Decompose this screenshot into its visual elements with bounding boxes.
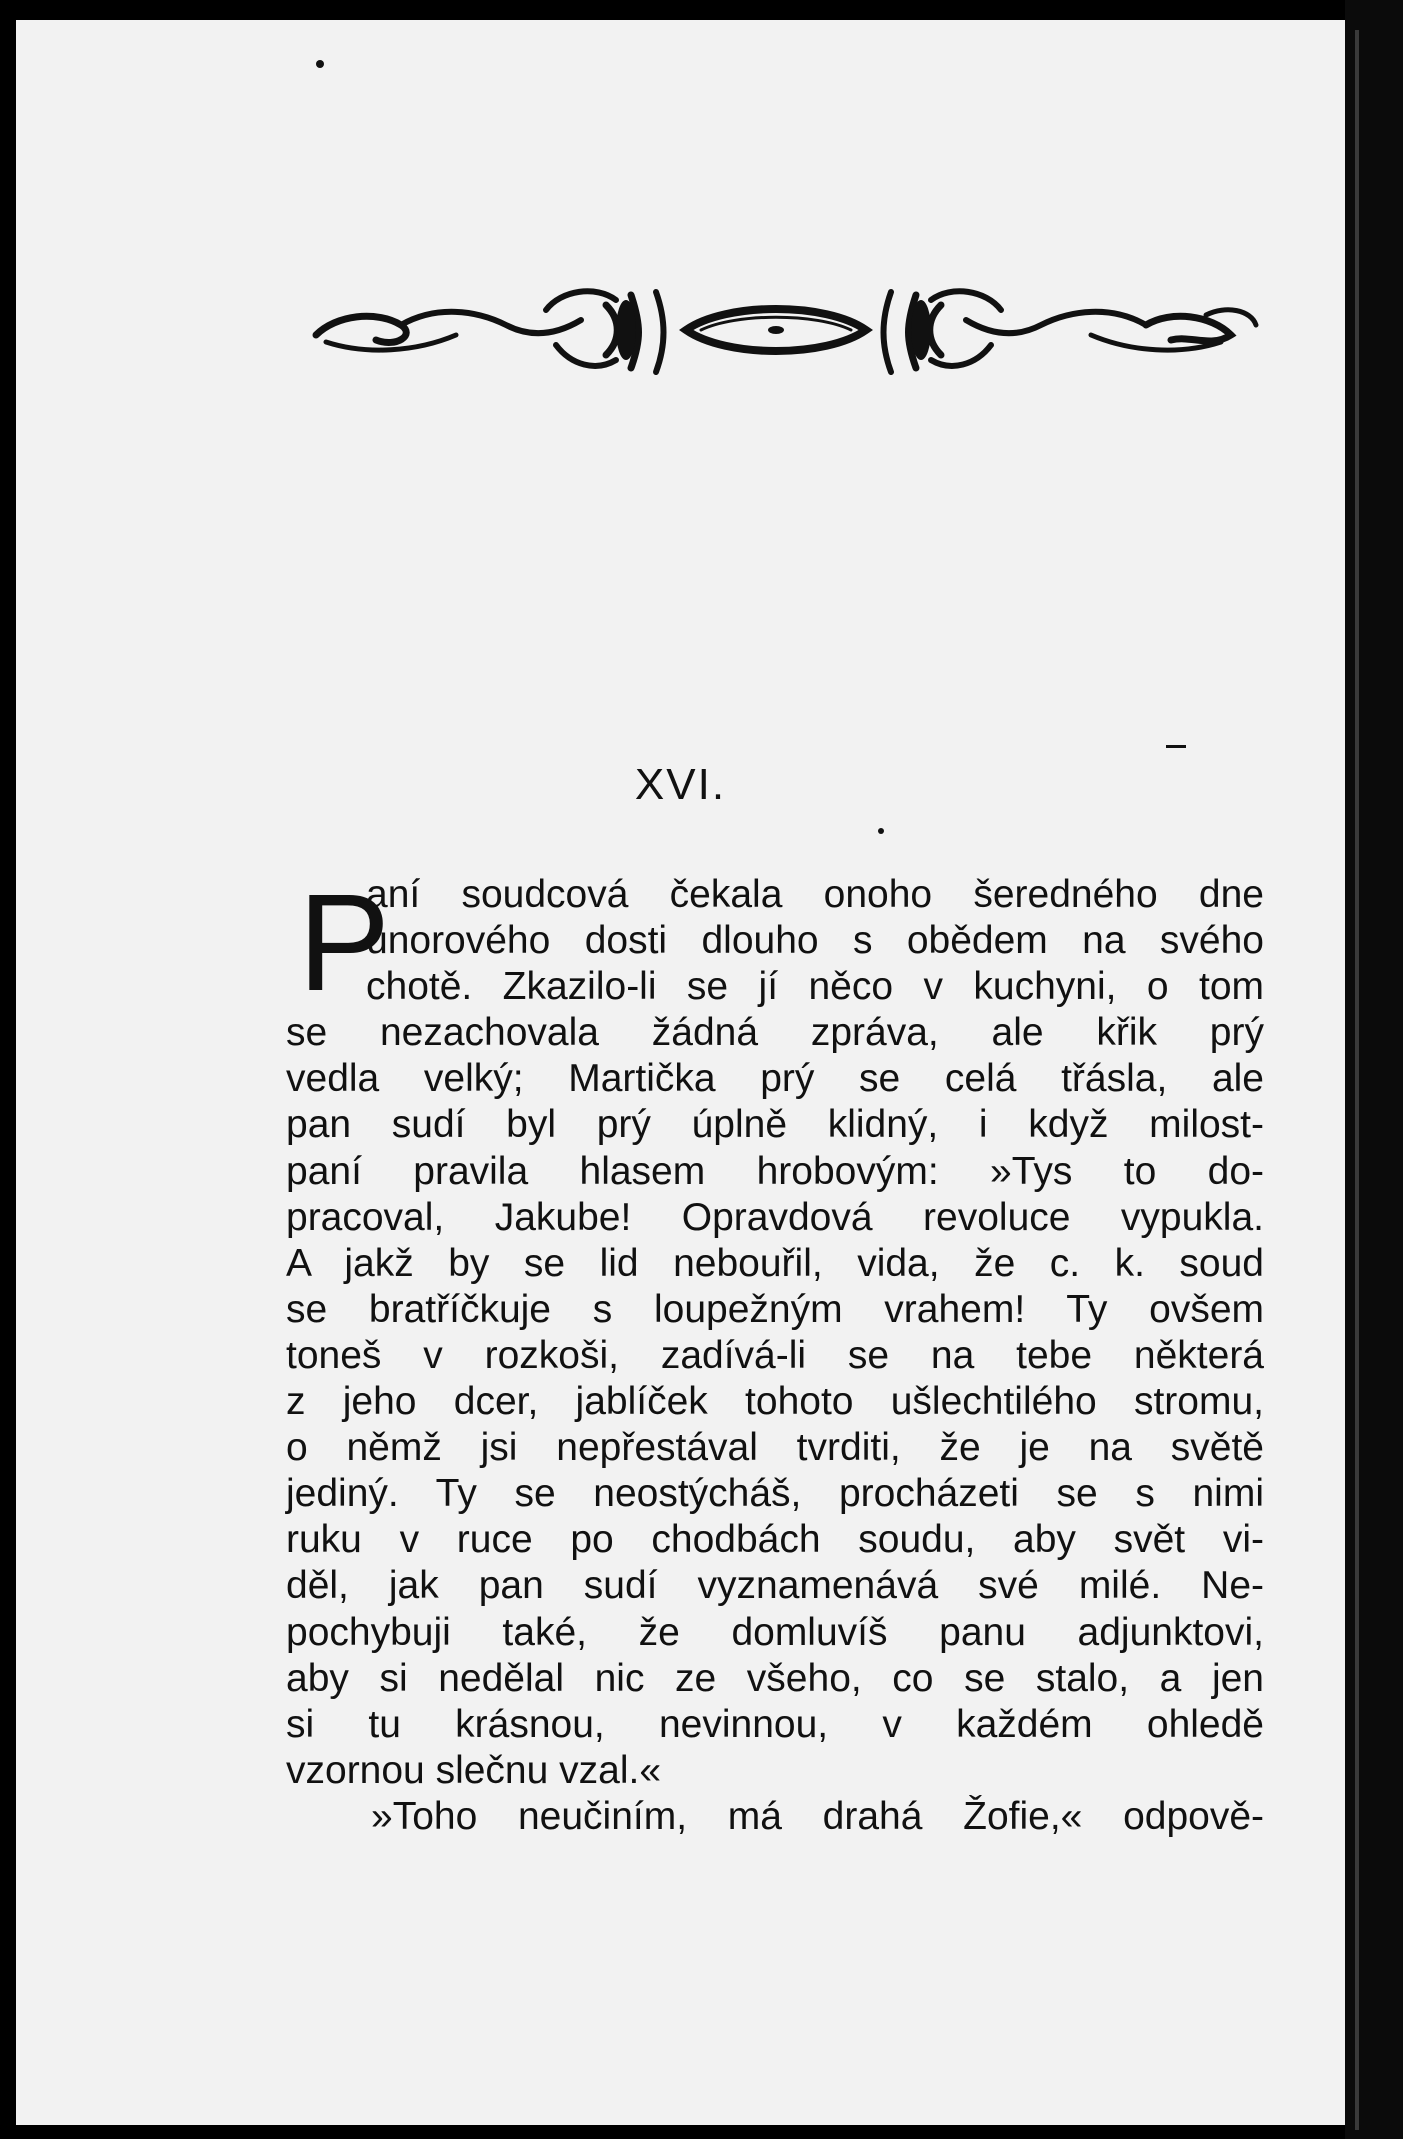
paragraph-1 [286, 866, 1264, 1794]
text-line: vedla velký; Martička prý se celá třásla, ale [286, 1057, 1264, 1101]
text-line: chotě. Zkazilo-li se jí něco v kuchyni, o tom [366, 965, 1264, 1009]
print-speck [316, 60, 324, 68]
text-line: se bratříčkuje s loupežným vrahem! Ty ovšem [286, 1287, 1264, 1331]
text-line: se nezachovala žádná zpráva, ale křik prý [286, 1011, 1264, 1055]
text-line: A jakž by se lid nebouřil, vida, že c. k. soud [286, 1241, 1264, 1285]
text-line: z jeho dcer, jablíček tohoto ušlechtilého stromu, [286, 1380, 1264, 1424]
text-line: vzornou slečnu vzal.« [286, 1748, 662, 1792]
print-speck [1166, 745, 1186, 748]
text-line: děl, jak pan sudí vyznamenává své milé. Ne- [286, 1564, 1264, 1608]
text-line: pracoval, Jakube! Opravdová revoluce vypukla. [286, 1195, 1264, 1239]
text-line: jediný. Ty se neostýcháš, procházeti se s nimi [286, 1472, 1264, 1516]
print-speck [878, 828, 884, 834]
text-line: pan sudí byl prý úplně klidný, i když milost- [286, 1103, 1264, 1147]
scan-border-edge [1345, 0, 1403, 2139]
text-line: »Toho neučiním, má drahá Žofie,« odpově- [371, 1794, 1264, 1838]
book-page [16, 20, 1345, 2125]
text-line: toneš v rozkoši, zadívá-li se na tebe některá [286, 1333, 1264, 1377]
text-line: pochybuji také, že domluvíš panu adjunktovi, [286, 1610, 1264, 1654]
decorative-vignette-ornament [306, 280, 1266, 380]
text-line: únorového dosti dlouho s obědem na svého [366, 919, 1264, 963]
text-line: si tu krásnou, nevinnou, v každém ohledě [286, 1702, 1264, 1746]
text-line: aby si nedělal nic ze všeho, co se stalo, a jen [286, 1656, 1264, 1700]
text-line: aní soudcová čekala onoho šeredného dne [366, 873, 1264, 916]
text-line: paní pravila hlasem hrobovým: »Tys to do- [286, 1149, 1264, 1193]
text-line: o němž jsi nepřestával tvrditi, že je na světě [286, 1426, 1264, 1470]
scan-border-line [1355, 30, 1359, 2130]
drop-cap-letter: P [298, 866, 391, 1020]
chapter-body-text [286, 866, 1264, 1840]
paragraph-2 [286, 1794, 1264, 1840]
text-line: ruku v ruce po chodbách soudu, aby svět vi- [286, 1518, 1264, 1562]
chapter-number: XVI. [634, 760, 727, 809]
